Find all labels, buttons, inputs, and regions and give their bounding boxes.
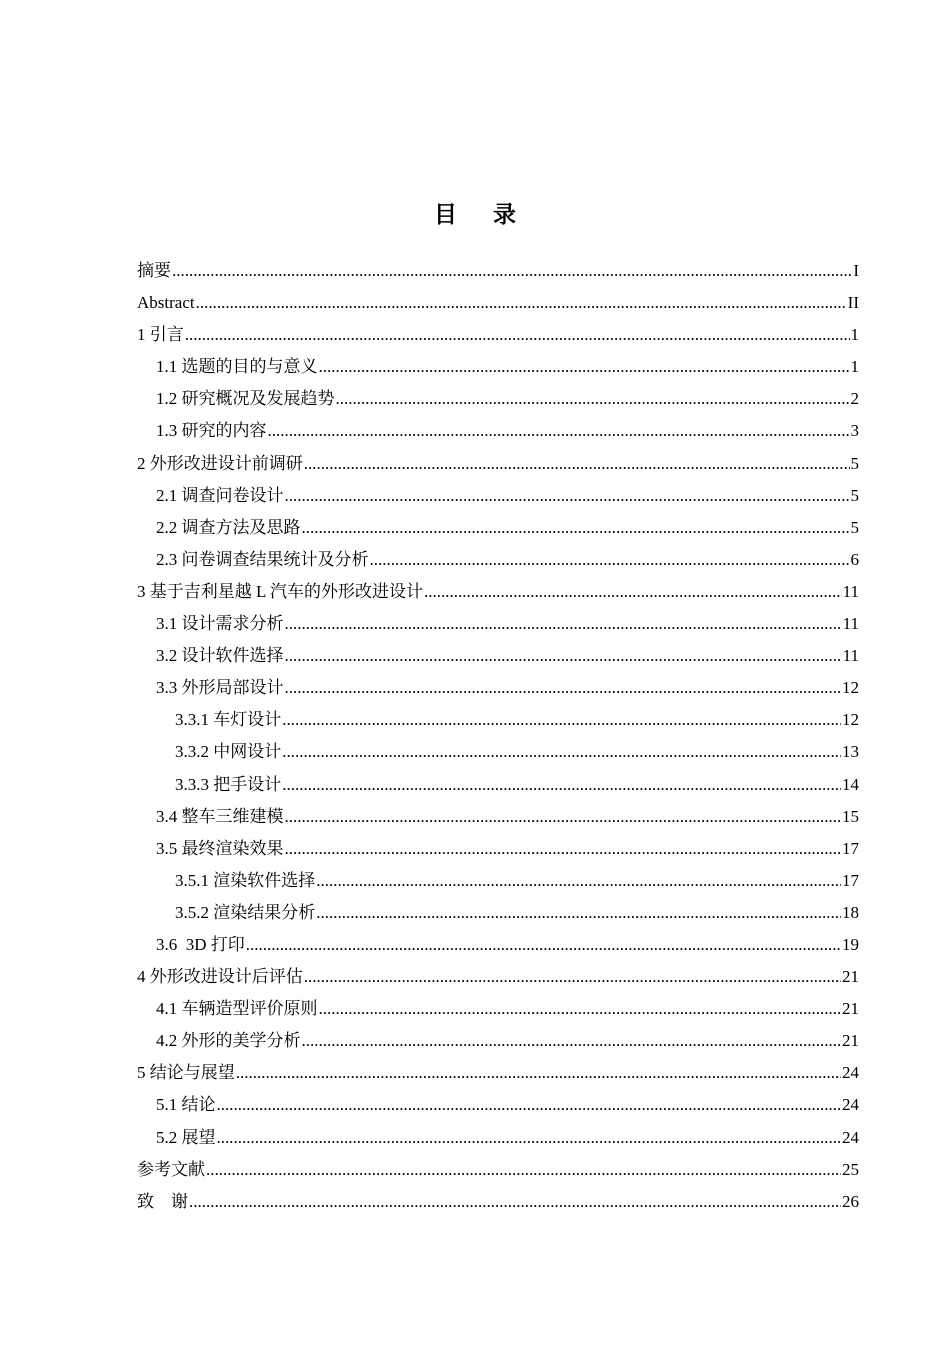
toc-entry[interactable]: [137, 287, 859, 319]
toc-entry[interactable]: [137, 544, 859, 576]
toc-entry-label: 4 外形改进设计后评估: [137, 967, 303, 987]
toc-entry-page-number: 21: [842, 967, 859, 987]
toc-entry-label: 摘要: [137, 261, 171, 280]
toc-dot-leader: [316, 865, 841, 897]
toc-entry-label: 3.1 设计需求分析: [156, 614, 284, 634]
toc-entry-page-number: 26: [842, 1191, 859, 1211]
toc-entry[interactable]: [137, 448, 859, 480]
toc-entry-label: 3.6 3D 打印: [156, 934, 245, 954]
toc-entry[interactable]: [137, 512, 859, 544]
toc-dot-leader: [285, 833, 842, 865]
toc-entry[interactable]: [137, 704, 859, 736]
toc-dot-leader: [282, 769, 841, 801]
table-of-contents: [137, 255, 859, 1218]
toc-entry-label: 3.3.1 车灯设计: [175, 710, 282, 730]
toc-entry-label: Abstract: [137, 293, 195, 313]
toc-entry-label: 2.3 问卷调查结果统计及分析: [156, 549, 369, 569]
toc-entry-label: 5.1 结论: [156, 1095, 216, 1115]
toc-entry-label: 1.3 研究的内容: [156, 421, 267, 441]
toc-dot-leader: [172, 255, 852, 287]
toc-entry[interactable]: [137, 897, 859, 929]
toc-entry-label: 3.3.3 把手设计: [175, 774, 282, 794]
toc-entry[interactable]: [137, 480, 859, 512]
toc-entry-page-number: 24: [842, 1063, 859, 1083]
toc-entry-page-number: 25: [842, 1159, 859, 1179]
toc-entry-label: 3.5 最终渲染效果: [156, 838, 284, 858]
toc-dot-leader: [285, 480, 850, 512]
toc-entry-page-number: 17: [842, 838, 859, 858]
toc-entry-page-number: 3: [850, 421, 859, 441]
toc-entry-page-number: 12: [842, 710, 859, 730]
toc-dot-leader: [424, 576, 842, 608]
toc-entry[interactable]: [137, 255, 859, 287]
toc-entry[interactable]: [137, 736, 859, 768]
toc-entry-page-number: 11: [842, 614, 859, 634]
toc-entry-label: 2.1 调查问卷设计: [156, 485, 284, 505]
toc-entry[interactable]: [137, 833, 859, 865]
toc-entry[interactable]: [137, 672, 859, 704]
toc-entry-page-number: I: [853, 261, 859, 280]
toc-entry-page-number: 18: [842, 902, 859, 922]
toc-entry-page-number: 5: [850, 485, 859, 505]
toc-entry-label: 4.1 车辆造型评价原则: [156, 999, 318, 1019]
toc-dot-leader: [189, 1186, 841, 1218]
toc-entry[interactable]: [137, 576, 859, 608]
toc-entry-page-number: 2: [850, 389, 859, 409]
toc-entry-label: 5.2 展望: [156, 1127, 216, 1147]
toc-dot-leader: [268, 415, 850, 447]
toc-entry[interactable]: [137, 383, 859, 415]
toc-entry[interactable]: [137, 1122, 859, 1154]
toc-entry-page-number: II: [847, 293, 859, 313]
toc-entry[interactable]: [137, 801, 859, 833]
toc-entry-page-number: 21: [842, 999, 859, 1019]
toc-dot-leader: [304, 448, 850, 480]
toc-entry[interactable]: [137, 865, 859, 897]
toc-entry-page-number: 13: [842, 742, 859, 762]
toc-entry-label: 3.4 整车三维建模: [156, 806, 284, 826]
toc-entry-page-number: 1: [850, 325, 859, 345]
toc-entry-label: 3.5.2 渲染结果分析: [175, 902, 316, 922]
toc-entry-label: 1.2 研究概况及发展趋势: [156, 389, 335, 409]
toc-dot-leader: [185, 319, 850, 351]
toc-entry[interactable]: [137, 1089, 859, 1121]
toc-dot-leader: [282, 704, 841, 736]
toc-dot-leader: [285, 801, 842, 833]
toc-entry-label: 3.3 外形局部设计: [156, 678, 284, 698]
toc-entry[interactable]: [137, 1025, 859, 1057]
toc-dot-leader: [246, 929, 841, 961]
toc-entry-page-number: 24: [842, 1127, 859, 1147]
toc-dot-leader: [316, 897, 841, 929]
toc-entry-page-number: 11: [842, 581, 859, 601]
toc-entry[interactable]: [137, 1057, 859, 1089]
toc-entry[interactable]: [137, 769, 859, 801]
toc-entry[interactable]: [137, 961, 859, 993]
toc-entry[interactable]: [137, 1186, 859, 1218]
toc-entry[interactable]: [137, 319, 859, 351]
toc-dot-leader: [282, 736, 841, 768]
toc-dot-leader: [304, 961, 841, 993]
toc-dot-leader: [336, 383, 850, 415]
toc-entry[interactable]: [137, 1154, 859, 1186]
toc-entry[interactable]: [137, 929, 859, 961]
toc-entry[interactable]: [137, 993, 859, 1025]
toc-entry-label: 2.2 调查方法及思路: [156, 517, 301, 537]
page-title: 目 录: [433, 202, 530, 228]
toc-entry-label: 4.2 外形的美学分析: [156, 1031, 301, 1051]
toc-entry-page-number: 5: [850, 517, 859, 537]
toc-dot-leader: [302, 512, 850, 544]
toc-entry-page-number: 19: [842, 934, 859, 954]
toc-dot-leader: [285, 608, 842, 640]
toc-entry-page-number: 5: [850, 453, 859, 473]
toc-dot-leader: [285, 672, 842, 704]
toc-dot-leader: [217, 1122, 842, 1154]
toc-entry-page-number: 11: [842, 646, 859, 666]
toc-entry-label: 3 基于吉利星越 L 汽车的外形改进设计: [137, 581, 424, 601]
toc-dot-leader: [236, 1057, 841, 1089]
toc-dot-leader: [285, 640, 842, 672]
toc-entry-label: 2 外形改进设计前调研: [137, 453, 303, 473]
toc-dot-leader: [319, 351, 850, 383]
toc-entry-page-number: 21: [842, 1031, 859, 1051]
toc-entry-page-number: 17: [842, 870, 859, 890]
toc-entry-page-number: 1: [850, 357, 859, 377]
toc-entry-label: 5 结论与展望: [137, 1063, 235, 1083]
toc-entry-label: 参考文献: [137, 1159, 205, 1179]
toc-entry-page-number: 14: [842, 774, 859, 794]
toc-dot-leader: [302, 1025, 842, 1057]
toc-dot-leader: [217, 1089, 842, 1121]
toc-entry[interactable]: [137, 608, 859, 640]
toc-entry-page-number: 24: [842, 1095, 859, 1115]
toc-entry[interactable]: [137, 415, 859, 447]
toc-dot-leader: [319, 993, 842, 1025]
toc-entry-label: 致 谢: [137, 1191, 188, 1211]
toc-entry-page-number: 6: [850, 549, 859, 569]
toc-entry-page-number: 12: [842, 678, 859, 698]
toc-entry[interactable]: [137, 640, 859, 672]
toc-entry-label: 1 引言: [137, 325, 184, 345]
toc-entry-label: 3.3.2 中网设计: [175, 742, 282, 762]
toc-dot-leader: [196, 287, 847, 319]
toc-entry[interactable]: [137, 351, 859, 383]
toc-entry-label: 3.5.1 渲染软件选择: [175, 870, 316, 890]
toc-dot-leader: [370, 544, 850, 576]
toc-dot-leader: [206, 1154, 841, 1186]
toc-entry-label: 3.2 设计软件选择: [156, 646, 284, 666]
toc-entry-page-number: 15: [842, 806, 859, 826]
toc-entry-label: 1.1 选题的目的与意义: [156, 357, 318, 377]
